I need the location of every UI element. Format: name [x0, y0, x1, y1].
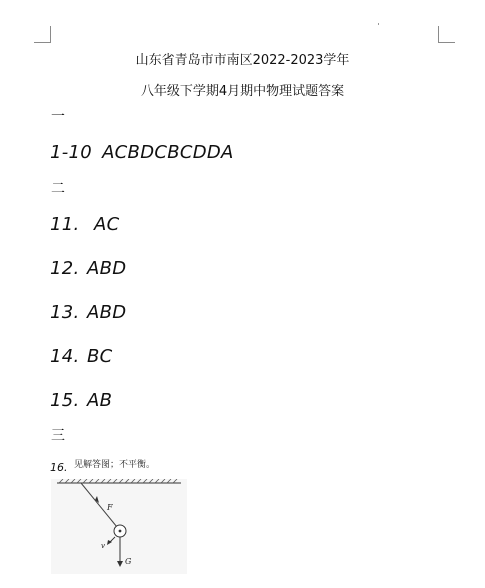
- margin-mark-top-right: [438, 26, 455, 43]
- question-16-number: 16.: [50, 461, 68, 474]
- answer-number: 13.: [50, 302, 80, 323]
- answer-value: ABD: [87, 258, 127, 279]
- answer-number: 12.: [50, 258, 80, 279]
- answer-value: BC: [87, 346, 113, 367]
- section-heading-two: 二: [51, 181, 65, 197]
- section-heading-one: 一: [51, 109, 65, 125]
- answer-number: 11.: [50, 214, 80, 235]
- margin-mark-top-left: [34, 26, 51, 43]
- answer-line-15: [50, 390, 112, 411]
- ceiling-hatching: [59, 479, 177, 483]
- answer-value: AB: [87, 390, 113, 411]
- answer-line-14: [50, 346, 113, 367]
- answer-line-11: [50, 214, 119, 235]
- answer-number: 14.: [50, 346, 80, 367]
- section-heading-three: 三: [51, 428, 65, 444]
- document-title-line2: 八年级下学期4月期中物理试题答案: [140, 84, 345, 99]
- force-label: F: [107, 503, 113, 512]
- answer-value: AC: [94, 214, 120, 235]
- question-16-figure: [51, 479, 187, 574]
- answer-line-1-10: [50, 142, 234, 163]
- answer-number: 1-10: [50, 142, 93, 163]
- margin-speck: [378, 23, 379, 25]
- answer-line-13: [50, 302, 126, 323]
- answer-number: 15.: [50, 390, 80, 411]
- velocity-label: v: [101, 542, 105, 550]
- gravity-arrow-head: [117, 561, 123, 567]
- pendulum-diagram: [51, 479, 187, 574]
- answer-value: ACBDCBCDDA: [102, 142, 234, 163]
- answer-value: ABD: [87, 302, 127, 323]
- document-title-line1: 山东省青岛市市南区2022-2023学年: [135, 53, 350, 68]
- bob-center: [119, 530, 122, 533]
- answer-line-12: [50, 258, 126, 279]
- gravity-label: G: [125, 557, 132, 566]
- question-16-caption: 见解答图；不平衡。: [74, 460, 156, 470]
